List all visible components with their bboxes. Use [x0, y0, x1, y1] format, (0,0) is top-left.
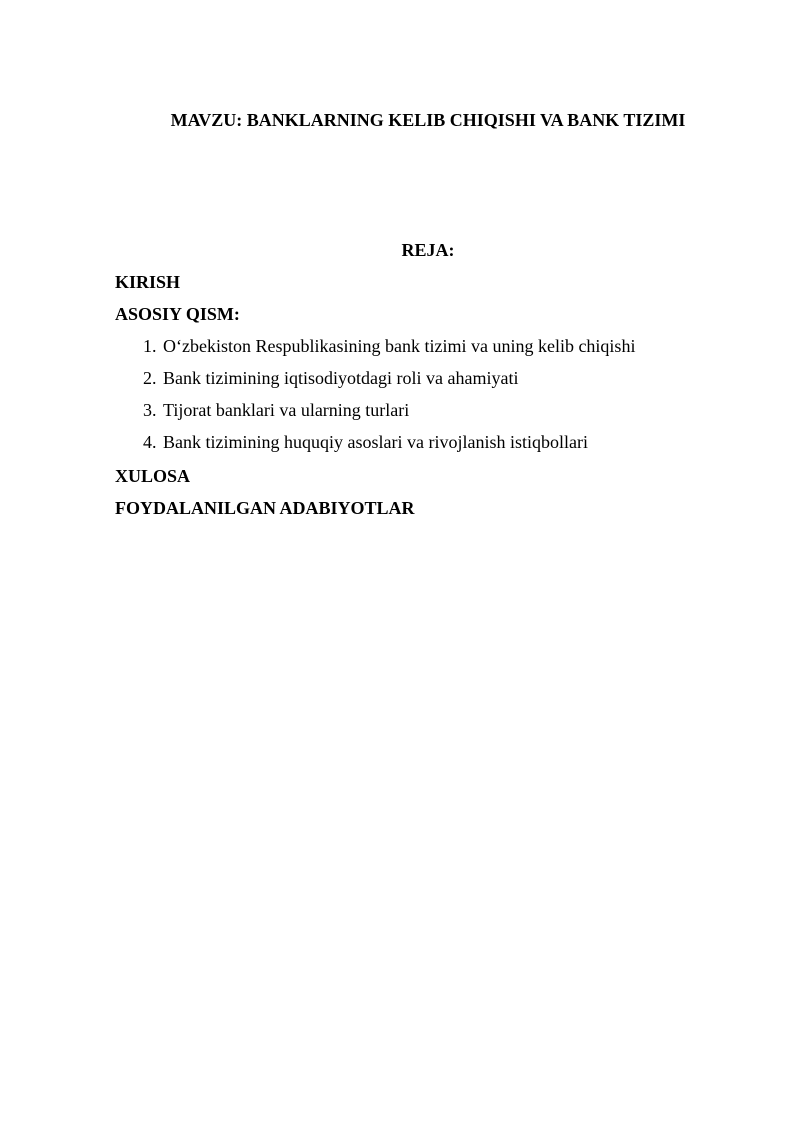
references-heading: FOYDALANILGAN ADABIYOTLAR — [115, 498, 415, 518]
list-item-text: Bank tizimining iqtisodiyotdagi roli va ahamiyati — [163, 368, 519, 388]
list-item-number: 1. — [143, 336, 157, 356]
conclusion-heading: XULOSA — [115, 466, 191, 486]
list-item — [143, 430, 635, 462]
list-item-number: 4. — [143, 432, 157, 452]
list-item-number: 3. — [143, 400, 157, 420]
list-item-number: 2. — [143, 368, 157, 388]
list-item-text: Tijorat banklari va ularning turlari — [163, 400, 410, 420]
main-part-heading: ASOSIY QISM: — [115, 304, 240, 324]
plan-list — [143, 334, 635, 462]
list-item — [143, 334, 635, 366]
intro-heading: KIRISH — [115, 272, 181, 292]
list-item — [143, 398, 635, 430]
topic-title: MAVZU: BANKLARNING KELIB CHIQISHI VA BANK TIZIMI — [170, 110, 686, 130]
list-item-text: Bank tizimining huquqiy asoslari va rivojlanish istiqbollari — [163, 432, 588, 452]
list-item — [143, 366, 635, 398]
plan-heading: REJA: — [401, 240, 455, 260]
list-item-text: O‘zbekiston Respublikasining bank tizimi va uning kelib chiqishi — [163, 336, 636, 356]
